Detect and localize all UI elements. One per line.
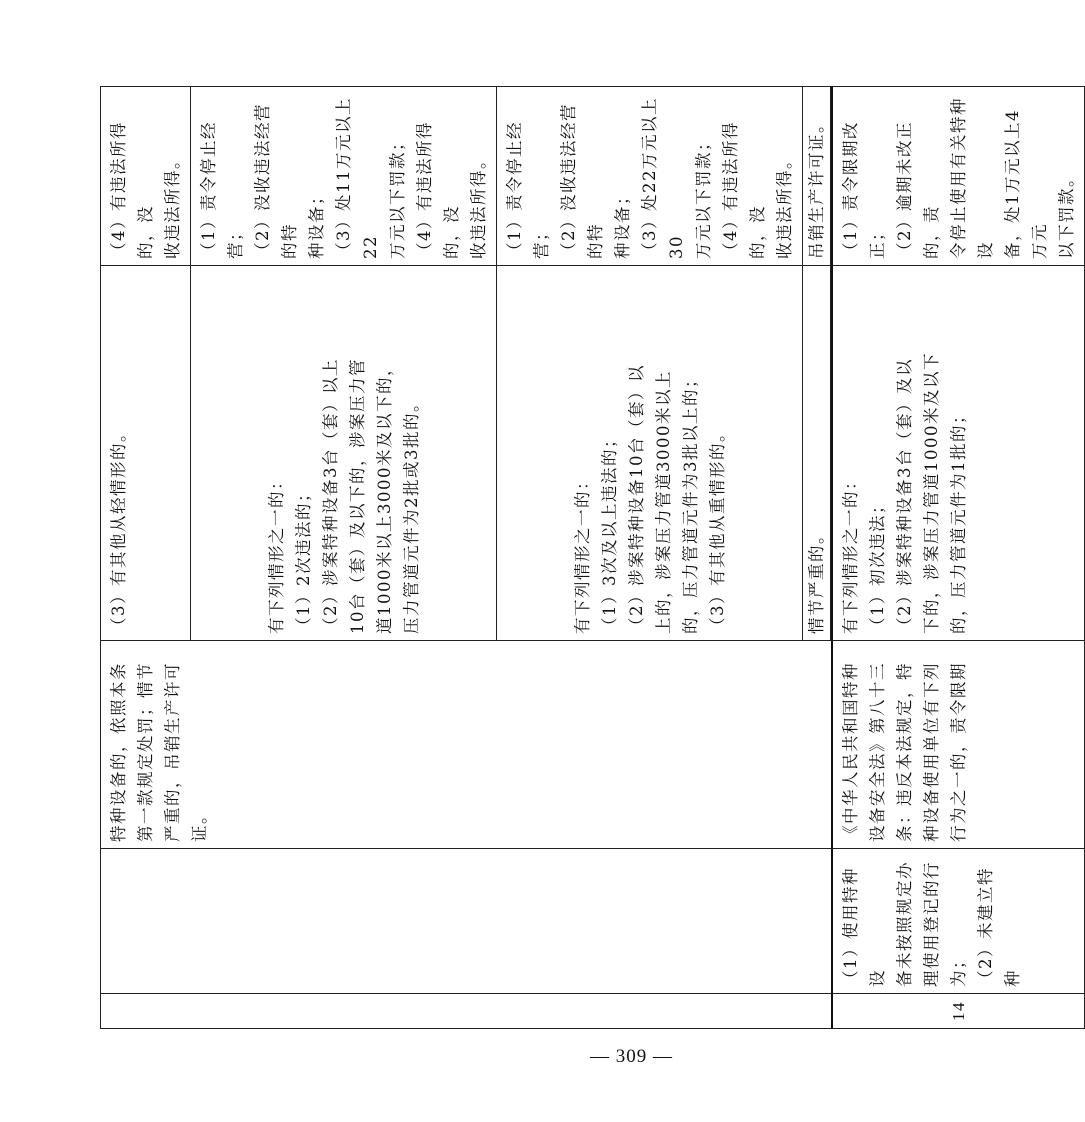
circumstance-line: 下的，涉案压力管道1000米及以下 (922, 352, 941, 634)
basis-line: 严重的，吊销生产许可 (163, 662, 182, 842)
circumstance-line: 有下列情形之一的： (841, 472, 860, 634)
penalty-line: （3）处11万元以上22 (334, 97, 380, 259)
circumstance-line: 上的，涉案压力管道3000米以上 (653, 370, 673, 634)
violation-line: 备未按照规定办 (895, 861, 914, 987)
basis-line: 设备安全法》第八十三 (868, 662, 887, 842)
penalty-cell (101, 87, 191, 266)
violation-line: （1）使用特种设 (841, 867, 887, 987)
penalty-line: 收违法所得。 (469, 151, 488, 259)
basis-cell (832, 641, 1085, 849)
violation-line: 为； (949, 951, 968, 987)
penalty-line: 万元以下罚款； (694, 133, 713, 259)
circumstance-line: 有下列情形之一的： (572, 472, 592, 634)
penalty-line: （2）没收违法经营的特 (559, 103, 605, 259)
circumstance-cell (101, 266, 191, 641)
penalty-cell (832, 87, 1085, 266)
circumstance-line: （3）有其他从轻情形的。 (109, 424, 128, 634)
penalty-line: （1）责令限期改正； (841, 121, 887, 259)
penalty-line: （2）逾期未改正的，责 (895, 121, 941, 259)
table-row (101, 87, 191, 1029)
basis-line: 《中华人民共和国特种 (841, 662, 860, 842)
penalty-line: 种设备； (613, 187, 632, 259)
penalty-line: （4）有违法所得的，没 (721, 121, 767, 259)
circumstance-cell (497, 266, 803, 641)
penalty-line: 备，处1万元以上4万元 (1003, 109, 1049, 259)
penalty-line: 吊销生产许可证。 (807, 115, 826, 259)
penalty-line: （1）责令停止经营； (199, 121, 245, 259)
penalty-line: 令停止使用有关特种设 (949, 97, 995, 259)
penalty-line: （2）没收违法经营的特 (253, 103, 299, 259)
rotated-table-container (100, 87, 1076, 1029)
penalty-line: 万元以下罚款； (388, 133, 407, 259)
violation-line: 理使用登记的行 (922, 861, 941, 987)
violation-line: （2）未建立特种 (976, 867, 1022, 987)
penalty-line: 种设备； (307, 187, 326, 259)
circumstance-line: 的，压力管道元件为1批的； (949, 406, 968, 634)
row-number: 14 (832, 994, 1085, 1029)
circumstance-line: 10台（套）及以下的，涉案压力管 (347, 358, 367, 634)
penalty-line: 收违法所得。 (163, 151, 182, 259)
circumstance-cell (191, 266, 497, 641)
circumstance-line: （1）初次违法； (868, 496, 887, 634)
circumstance-line: 有下列情形之一的： (266, 472, 286, 634)
basis-line: 第一款规定处罚；情节 (136, 662, 155, 842)
circumstance-cell (803, 266, 831, 641)
circumstance-line: 道1000米以上3000米及以下的， (374, 358, 394, 634)
circumstance-line: 情节严重的。 (807, 526, 826, 634)
circumstance-line: （3）有其他从重情形的。 (707, 424, 727, 634)
penalty-table (100, 86, 1085, 1029)
circumstance-line: （2）涉案特种设备10台（套）以 (626, 364, 646, 634)
penalty-line: （3）处22万元以上30 (640, 97, 686, 259)
penalty-cell (803, 87, 831, 266)
penalty-line: （4）有违法所得的，没 (415, 121, 461, 259)
basis-line: 条：违反本法规定，特 (895, 662, 914, 842)
basis-cell (101, 641, 833, 849)
circumstance-line: （1）3次及以上违法的； (599, 430, 619, 634)
basis-line: 证。 (190, 806, 209, 842)
circumstance-line: （2）涉案特种设备3台（套）及以 (895, 358, 914, 634)
basis-line: 种设备使用单位有下列 (922, 662, 941, 842)
violation-cell (832, 849, 1085, 994)
penalty-line: （4）有违法所得的，没 (109, 121, 155, 259)
circumstance-line: （2）涉案特种设备3台（套）以上 (320, 358, 340, 634)
penalty-line: 以下罚款。 (1057, 169, 1076, 259)
circumstance-line: 压力管道元件为2批或3批的。 (401, 394, 421, 634)
basis-line: 特种设备的，依照本条 (109, 662, 128, 842)
penalty-line: 收违法所得。 (775, 151, 794, 259)
circumstance-cell (832, 266, 1085, 641)
circumstance-line: 的，压力管道元件为3批以上的； (680, 370, 700, 634)
table-row (832, 87, 1085, 1029)
page-number: — 309 — (590, 1046, 673, 1067)
penalty-cell (497, 87, 803, 266)
violation-cell (101, 849, 833, 994)
basis-line: 行为之一的，责令限期 (949, 662, 968, 842)
penalty-line: （1）责令停止经营； (505, 121, 551, 259)
circumstance-line: （1）2次违法的； (293, 484, 313, 634)
number-cell (101, 994, 833, 1029)
penalty-cell (191, 87, 497, 266)
